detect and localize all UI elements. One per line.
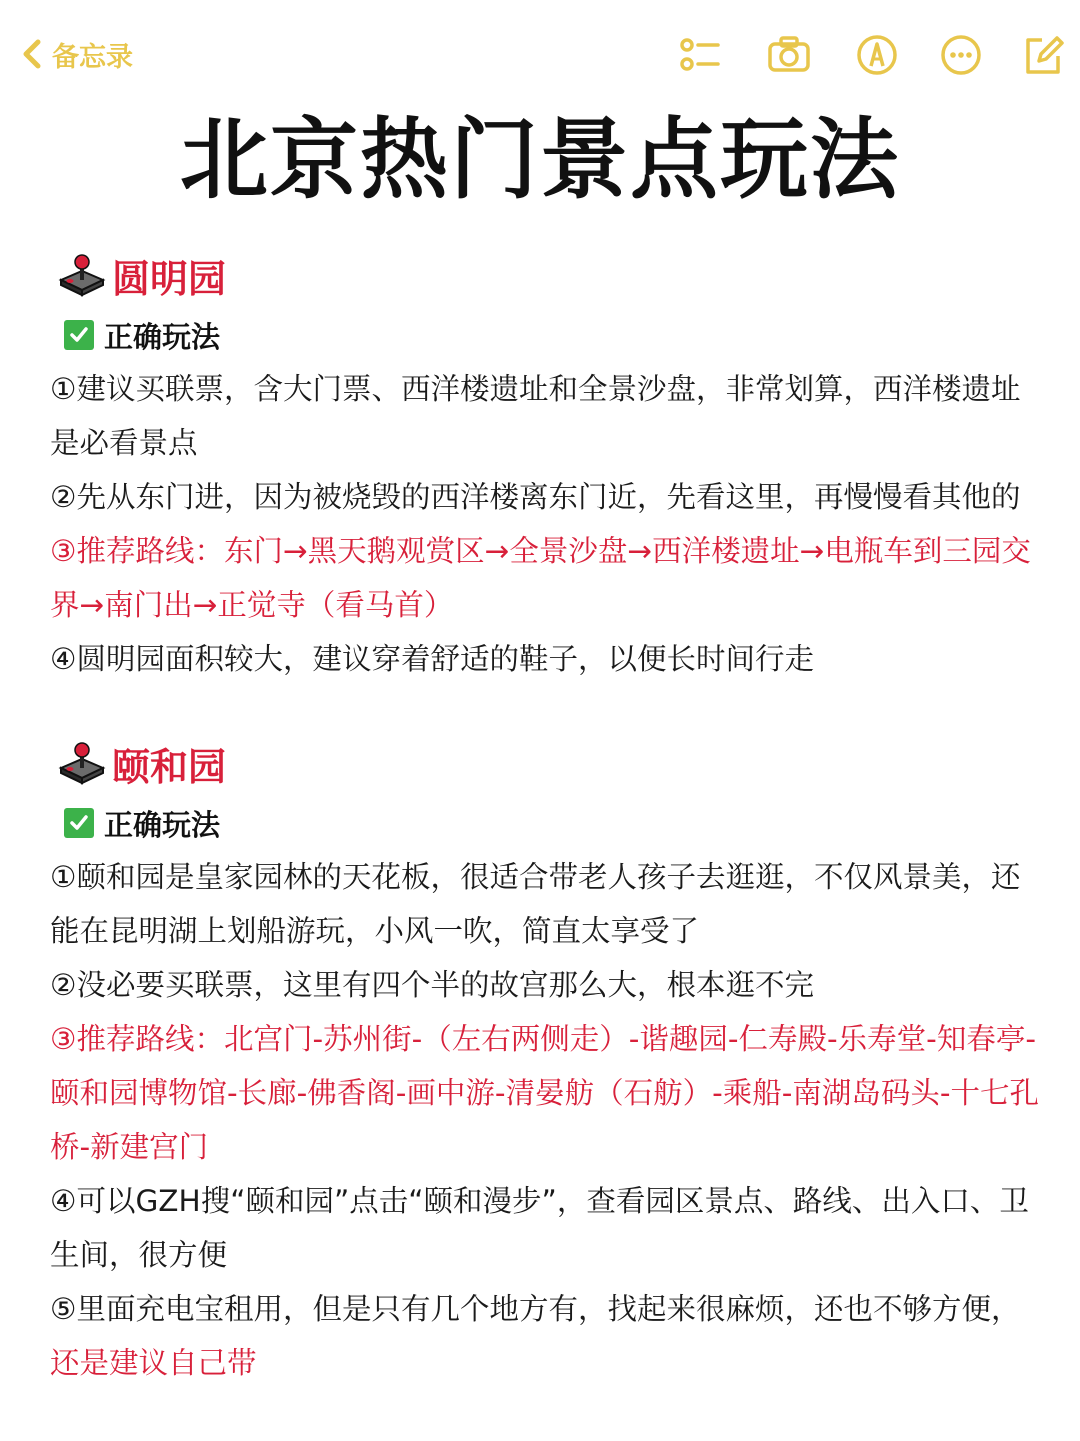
subheading-correct-way: 正确玩法 <box>64 798 1040 848</box>
list-item: ②先从东门进，因为被烧毁的西洋楼离东门近，先看这里，再慢慢看其他的 <box>50 480 1021 514</box>
list-item: ⑤里面充电宝租用，但是只有几个地方有，找起来很麻烦，还也不够方便，还是建议自己带 <box>50 1292 1021 1380</box>
chevron-left-icon <box>18 34 48 74</box>
back-button[interactable] <box>18 32 133 76</box>
list-item: ④圆明园面积较大，建议穿着舒适的鞋子，以便长时间行走 <box>50 642 814 676</box>
back-label: 备忘录 <box>52 41 133 73</box>
subheading-correct-way: 正确玩法 <box>64 310 1040 360</box>
notes-toolbar <box>0 0 1080 108</box>
camera-icon[interactable] <box>768 34 810 76</box>
check-mark-icon <box>64 808 94 838</box>
list-item-route: ③推荐路线：东门→黑天鹅观赏区→全景沙盘→西洋楼遗址→电瓶车到三园交界→南门出→正觉寺（看马首） <box>50 534 1031 622</box>
joystick-icon <box>58 741 106 785</box>
list-item: ④可以GZH搜“颐和园”点击“颐和漫步”，查看园区景点、路线、出入口、卫生间，很方便 <box>50 1184 1029 1272</box>
check-mark-icon <box>64 320 94 350</box>
list-item-route: ③推荐路线：北宫门-苏州街-（左右两侧走）-谐趣园-仁寿殿-乐寿堂-知春亭-颐和园博物馆-长廊-佛香阁-画中游-清晏舫（石舫）-乘船-南湖岛码头-十七孔桥-新建宫门 <box>50 1022 1040 1164</box>
list-item: ①颐和园是皇家园林的天花板，很适合带老人孩子去逛逛，不仅风景美，还能在昆明湖上划船游玩，小风一吹，简直太享受了 <box>50 860 1021 948</box>
markup-pen-icon[interactable] <box>856 34 898 76</box>
page-title: 北京热门景点玩法 <box>179 108 900 211</box>
compose-icon[interactable] <box>1022 34 1064 76</box>
note-body <box>50 240 1040 1390</box>
section-title: 颐和园 <box>112 744 227 789</box>
section-header-yuanmingyuan <box>58 240 1040 310</box>
checklist-icon[interactable] <box>678 34 720 76</box>
list-item: ②没必要买联票，这里有四个半的故宫那么大，根本逛不完 <box>50 968 814 1002</box>
list-item: ①建议买联票，含大门票、西洋楼遗址和全景沙盘，非常划算，西洋楼遗址是必看景点 <box>50 372 1021 460</box>
section-title: 圆明园 <box>112 256 227 301</box>
joystick-icon <box>58 253 106 297</box>
more-icon[interactable] <box>940 34 982 76</box>
section-header-yiheyuan <box>58 728 1040 798</box>
highlight-text: 还是建议自己带 <box>50 1346 257 1380</box>
